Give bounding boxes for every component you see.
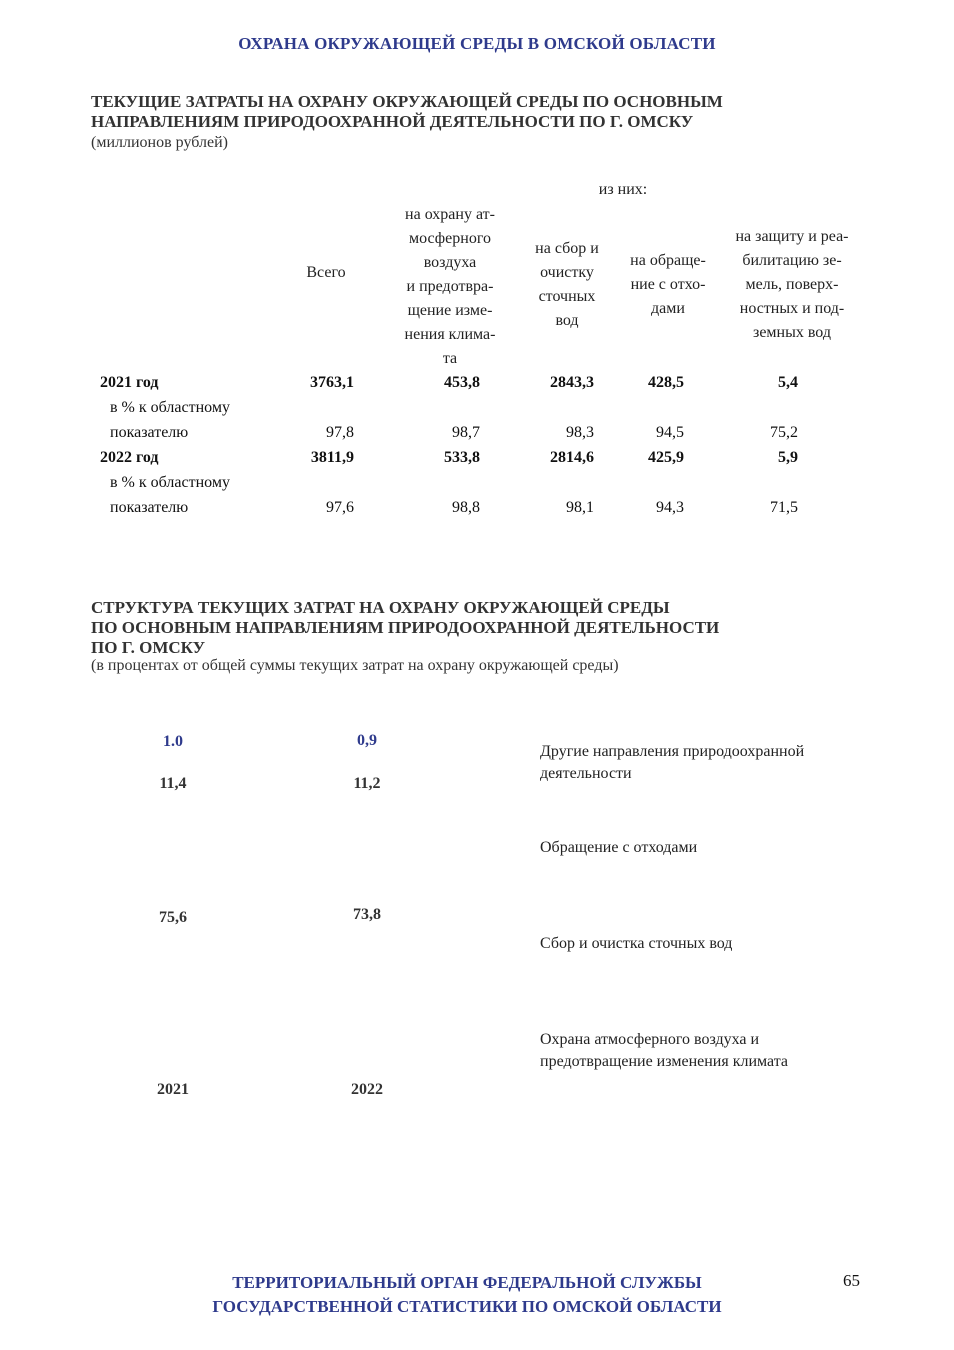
cell-pct-2022-water: 98,1 xyxy=(566,499,594,516)
group-header: из них: xyxy=(598,181,648,198)
row-label-pct-2021-line2: показателю xyxy=(110,424,189,441)
footer-line2: ГОСУДАРСТВЕННОЙ СТАТИСТИКИ ПО ОМСКОЙ ОБЛАСТИ xyxy=(212,1297,722,1316)
cell-pct-2022-land: 71,5 xyxy=(770,499,798,516)
legend-item-waste: Обращение с отходами xyxy=(540,839,698,856)
chart-year-2021: 2021 xyxy=(157,1081,189,1098)
cell-pct-2021-waste: 94,5 xyxy=(656,424,684,441)
cell-2021-air: 453,8 xyxy=(444,374,480,391)
legend-item-water: Сбор и очистка сточных вод xyxy=(540,935,733,952)
footer-line1: ТЕРРИТОРИАЛЬНЫЙ ОРГАН ФЕДЕРАЛЬНОЙ СЛУЖБЫ xyxy=(232,1273,702,1292)
chart-label-2022-waste: 11,2 xyxy=(353,775,381,792)
column-header-total: Всего xyxy=(306,264,346,281)
table-subtitle: (миллионов рублей) xyxy=(91,134,228,151)
cell-2021-land: 5,4 xyxy=(778,374,798,391)
legend-item-air: Охрана атмосферного воздуха и предотвращение изменения климата xyxy=(540,1031,789,1070)
row-label-pct-2022-line2: показателю xyxy=(110,499,189,516)
chart-label-2022-other: 0,9 xyxy=(357,732,377,749)
cell-2021-water: 2843,3 xyxy=(550,374,594,391)
column-header-air: на охрану ат- мосферного воздуха и предотвра- щение изме- нения клима- та xyxy=(404,206,496,367)
cell-pct-2022-air: 98,8 xyxy=(452,499,480,516)
cell-2022-total: 3811,9 xyxy=(310,449,354,466)
column-header-waste: на обраще- ние с отхо- дами xyxy=(630,252,706,317)
cell-pct-2022-total: 97,6 xyxy=(326,499,354,516)
cell-2022-water: 2814,6 xyxy=(550,449,594,466)
cell-2022-land: 5,9 xyxy=(778,449,798,466)
column-header-land: на защиту и реа- билитацию зе- мель, поверх- ностных и под- земных вод xyxy=(735,228,849,341)
chart-label-2021-other: 1.0 xyxy=(163,733,183,750)
cell-pct-2021-total: 97,8 xyxy=(326,424,354,441)
chart-label-2021-waste: 11,4 xyxy=(159,775,187,792)
page-number: 65 xyxy=(843,1271,860,1290)
chart-subtitle: (в процентах от общей суммы текущих затрат на охрану окружающей среды) xyxy=(91,657,619,674)
chart-title-line1: СТРУКТУРА ТЕКУЩИХ ЗАТРАТ НА ОХРАНУ ОКРУЖАЮЩЕЙ СРЕДЫ xyxy=(91,598,670,617)
column-header-water: на сбор и очистку сточных вод xyxy=(535,240,599,329)
chart-label-2022-water: 73,8 xyxy=(353,906,381,923)
cell-pct-2022-waste: 94,3 xyxy=(656,499,684,516)
page-header: ОХРАНА ОКРУЖАЮЩЕЙ СРЕДЫ В ОМСКОЙ ОБЛАСТИ xyxy=(238,34,716,53)
row-label-2021: 2021 год xyxy=(100,374,159,391)
cell-2022-waste: 425,9 xyxy=(648,449,684,466)
chart-title-line3: ПО Г. ОМСКУ xyxy=(91,638,206,657)
cell-2021-waste: 428,5 xyxy=(648,374,684,391)
row-label-pct-2022: в % к областному xyxy=(110,474,230,491)
chart-label-2021-water: 75,6 xyxy=(159,909,187,926)
legend-item-other: Другие направления природоохранной деятельности xyxy=(540,743,805,782)
cell-pct-2021-water: 98,3 xyxy=(566,424,594,441)
row-label-pct-2021: в % к областному xyxy=(110,399,230,416)
table-title-line2: НАПРАВЛЕНИЯМ ПРИРОДООХРАННОЙ ДЕЯТЕЛЬНОСТИ ПО Г. ОМСКУ xyxy=(91,112,694,131)
table-title-line1: ТЕКУЩИЕ ЗАТРАТЫ НА ОХРАНУ ОКРУЖАЮЩЕЙ СРЕДЫ ПО ОСНОВНЫМ xyxy=(91,92,723,111)
cell-2021-total: 3763,1 xyxy=(310,374,354,391)
row-label-2022: 2022 год xyxy=(100,449,159,466)
chart-year-2022: 2022 xyxy=(351,1081,383,1098)
cell-pct-2021-air: 98,7 xyxy=(452,424,480,441)
chart-title-line2: ПО ОСНОВНЫМ НАПРАВЛЕНИЯМ ПРИРОДООХРАННОЙ ДЕЯТЕЛЬНОСТИ xyxy=(91,618,720,637)
cell-2022-air: 533,8 xyxy=(444,449,480,466)
cell-pct-2021-land: 75,2 xyxy=(770,424,798,441)
